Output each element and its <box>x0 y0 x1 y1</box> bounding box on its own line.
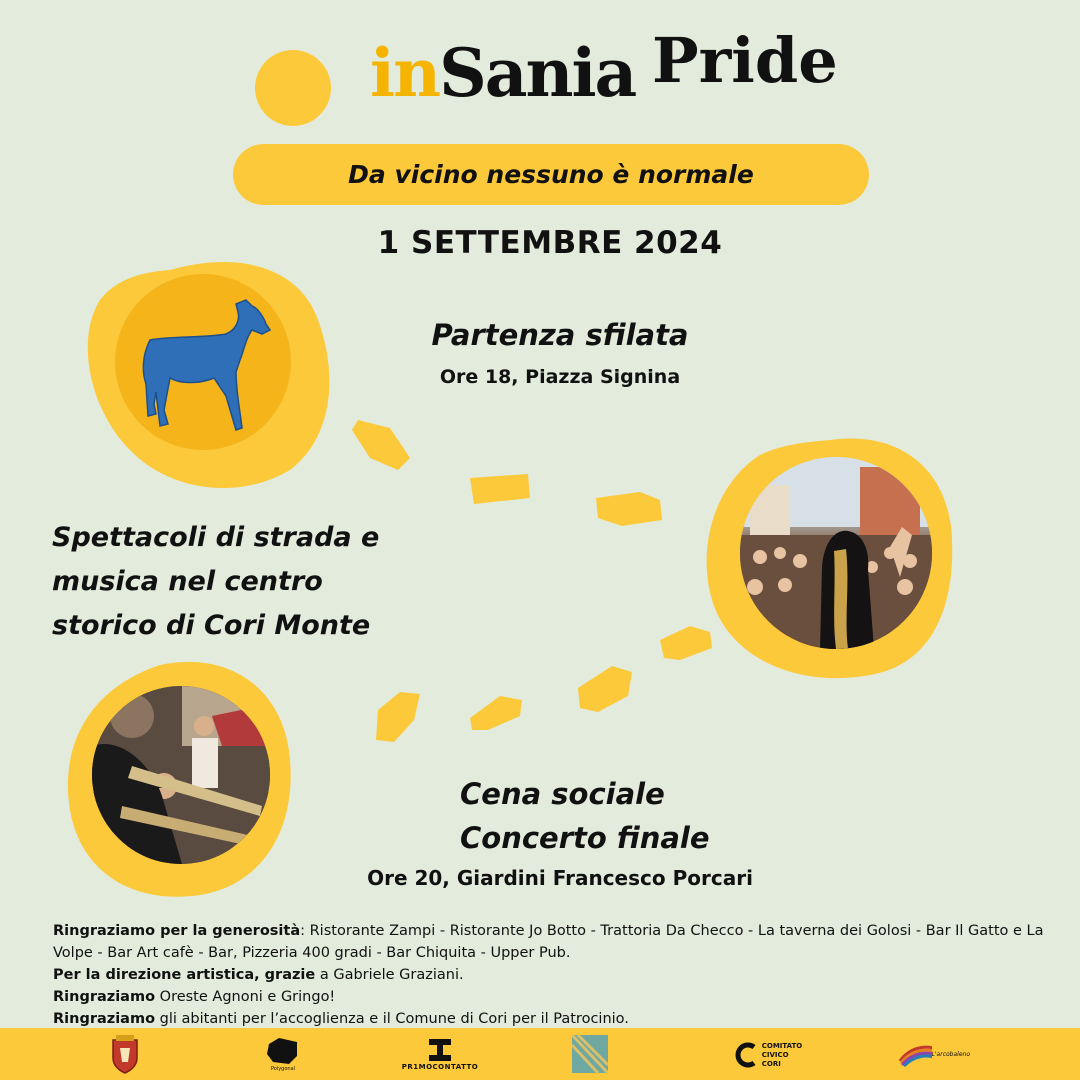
comitato-line: COMITATO <box>761 1041 803 1050</box>
credits-bold: Ringraziamo <box>53 989 156 1005</box>
arcobaleno-logo <box>898 1032 970 1076</box>
polygonal-icon <box>265 1036 301 1066</box>
credits-text: : Ristorante Zampi - Ristorante Jo Botto - Trattoria Da Checco - La taverna dei Golosi - Bar Il Gatto e La Volpe - Bar Art cafè - Bar, Pizzeria 400 gradi - Bar Chiquita - Upper Pub. <box>53 923 1044 961</box>
crowd-photo <box>740 457 932 649</box>
event-dinner-line: Cena sociale <box>460 777 665 811</box>
credits <box>53 920 1053 1030</box>
tagline-pill <box>233 144 869 205</box>
tagline: Da vicino nessuno è normale <box>348 160 754 189</box>
event-dinner-time: Ore 20, Giardini Francesco Porcari <box>367 866 753 890</box>
rainbow-feather-icon <box>898 1041 932 1067</box>
credits-line <box>53 1008 1053 1030</box>
comitato-label <box>762 1042 803 1069</box>
path-dash <box>578 666 632 712</box>
event-street-shows-title <box>52 516 472 648</box>
primocontatto-icon <box>429 1039 451 1063</box>
credits-text: Oreste Agnoni e Gringo! <box>155 989 336 1005</box>
polygonal-label: Polygonal <box>270 1066 296 1072</box>
credits-line <box>53 986 1053 1008</box>
event-street-shows-line: storico di Cori Monte <box>52 610 371 641</box>
brand-suffix: Sania <box>439 34 636 112</box>
event-street-shows-line: Spettacoli di strada e <box>52 522 380 553</box>
path-dash <box>376 692 420 742</box>
credits-bold: Ringraziamo <box>53 1011 156 1027</box>
credits-text: gli abitanti per l’accoglienza e il Comune di Cori per il Patrocinio. <box>155 1011 629 1027</box>
band-photo <box>92 686 270 864</box>
comitato-line: CIVICO <box>761 1050 789 1059</box>
brand-prefix: in <box>370 34 440 112</box>
event-concert-line: Concerto finale <box>460 821 710 855</box>
event-date: 1 SETTEMBRE 2024 <box>377 225 723 261</box>
credits-line <box>53 964 1053 986</box>
comitato-c-icon <box>734 1042 758 1068</box>
crowd-photo-art <box>740 457 932 649</box>
path-dash <box>470 474 530 504</box>
comitato-civico-cori-logo <box>728 1034 808 1076</box>
credits-text: a Gabriele Graziani. <box>315 967 464 983</box>
brand-wordmark <box>370 34 636 112</box>
band-photo-art <box>92 686 270 864</box>
cori-coat-of-arms-icon <box>105 1032 145 1076</box>
path-dash <box>596 492 662 526</box>
comitato-line: CORI <box>761 1059 781 1068</box>
event-dinner-title <box>460 772 820 860</box>
event-parade-title: Partenza sfilata <box>431 318 689 352</box>
path-dash <box>352 420 410 470</box>
logo-circle <box>255 50 331 126</box>
event-street-shows-line: musica nel centro <box>52 566 323 597</box>
credits-bold: Ringraziamo per la generosità <box>53 923 301 939</box>
event-parade-time: Ore 18, Piazza Signina <box>439 366 681 388</box>
pride-title: Pride <box>652 24 838 97</box>
credits-bold: Per la direzione artistica, grazie <box>53 967 316 983</box>
primocontatto-logo <box>400 1034 480 1076</box>
arcobaleno-label: L'arcobaleno <box>931 1050 970 1058</box>
map-logo-icon <box>570 1032 610 1076</box>
polygonal-logo <box>258 1032 308 1076</box>
sponsor-bar <box>0 1028 1080 1080</box>
path-dash <box>470 696 522 730</box>
primocontatto-label: PR1MOCONTATTO <box>401 1063 479 1071</box>
credits-line <box>53 920 1053 964</box>
path-dash <box>660 626 712 660</box>
